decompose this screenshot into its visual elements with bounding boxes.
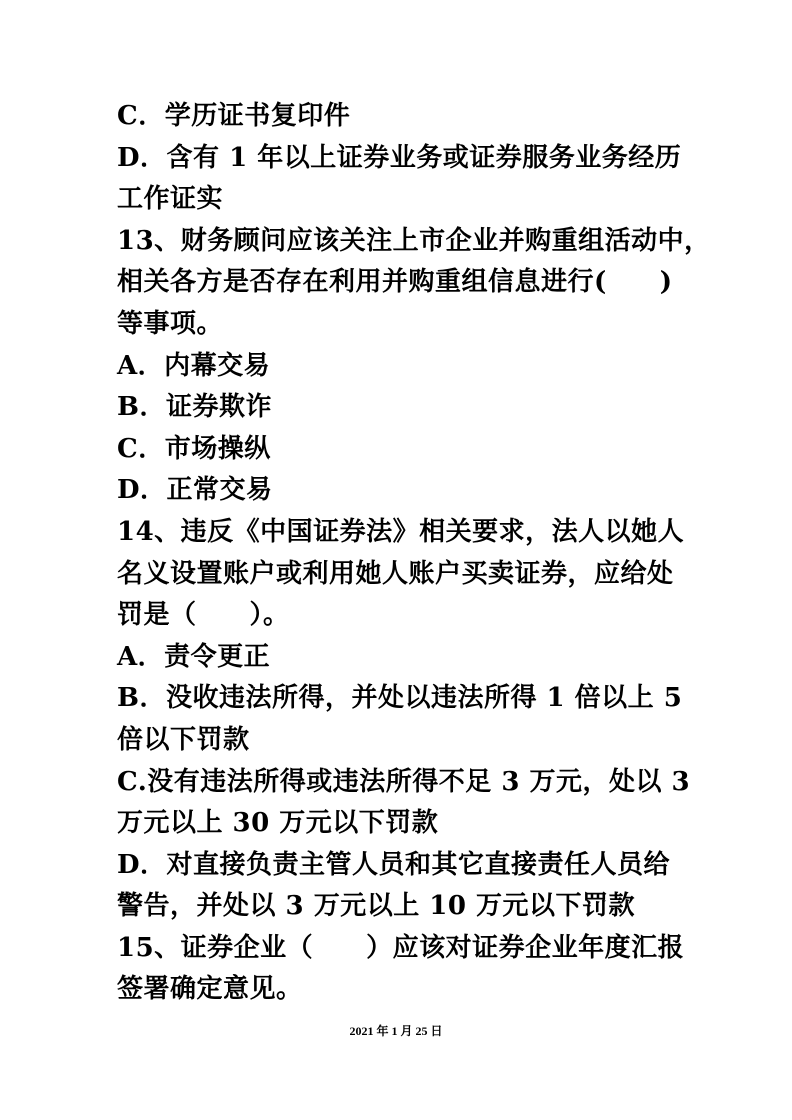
page-footer-date: 2021 年 1 月 25 日 <box>349 1024 443 1038</box>
text-line: 工作证实 <box>117 184 224 215</box>
text-line: A．内幕交易 <box>117 350 271 381</box>
text-line: B．证券欺诈 <box>117 392 272 423</box>
text-line: 罚是（ ）。 <box>117 600 290 631</box>
text-line: B．没收违法所得，并处以违法所得 1 倍以上 5 <box>117 683 683 714</box>
text-line: C．学历证书复印件 <box>117 101 351 131</box>
text-line: 等事项。 <box>117 308 224 339</box>
text-line: 15、证券企业（ ）应该对证券企业年度汇报 <box>117 932 685 963</box>
text-line: D．含有 1 年以上证券业务或证券服务业务经历 <box>117 142 682 173</box>
text-line: 14、违反《中国证券法》相关要求，法人以她人 <box>117 516 685 547</box>
text-line: 名义设置账户或利用她人账户买卖证券，应给处 <box>117 558 674 589</box>
text-line: D．正常交易 <box>117 475 273 506</box>
text-line: 万元以上 30 万元以下罚款 <box>117 808 439 839</box>
text-line: 相关各方是否存在利用并购重组信息进行( ) <box>117 267 673 298</box>
text-line: C．市场操纵 <box>117 433 271 464</box>
text-line: 警告，并处以 3 万元以上 10 万元以下罚款 <box>117 891 635 922</box>
text-line: C.没有违法所得或违法所得不足 3 万元，处以 3 <box>117 766 691 797</box>
document-body <box>117 96 711 1011</box>
text-line: A．责令更正 <box>117 641 271 672</box>
text-line: D．对直接负责主管人员和其它直接责任人员给 <box>117 849 671 880</box>
text-line: 13、财务顾问应该关注上市企业并购重组活动中， <box>117 225 711 256</box>
text-line: 倍以下罚款 <box>117 724 250 755</box>
text-line: 签署确定意见。 <box>117 974 303 1005</box>
